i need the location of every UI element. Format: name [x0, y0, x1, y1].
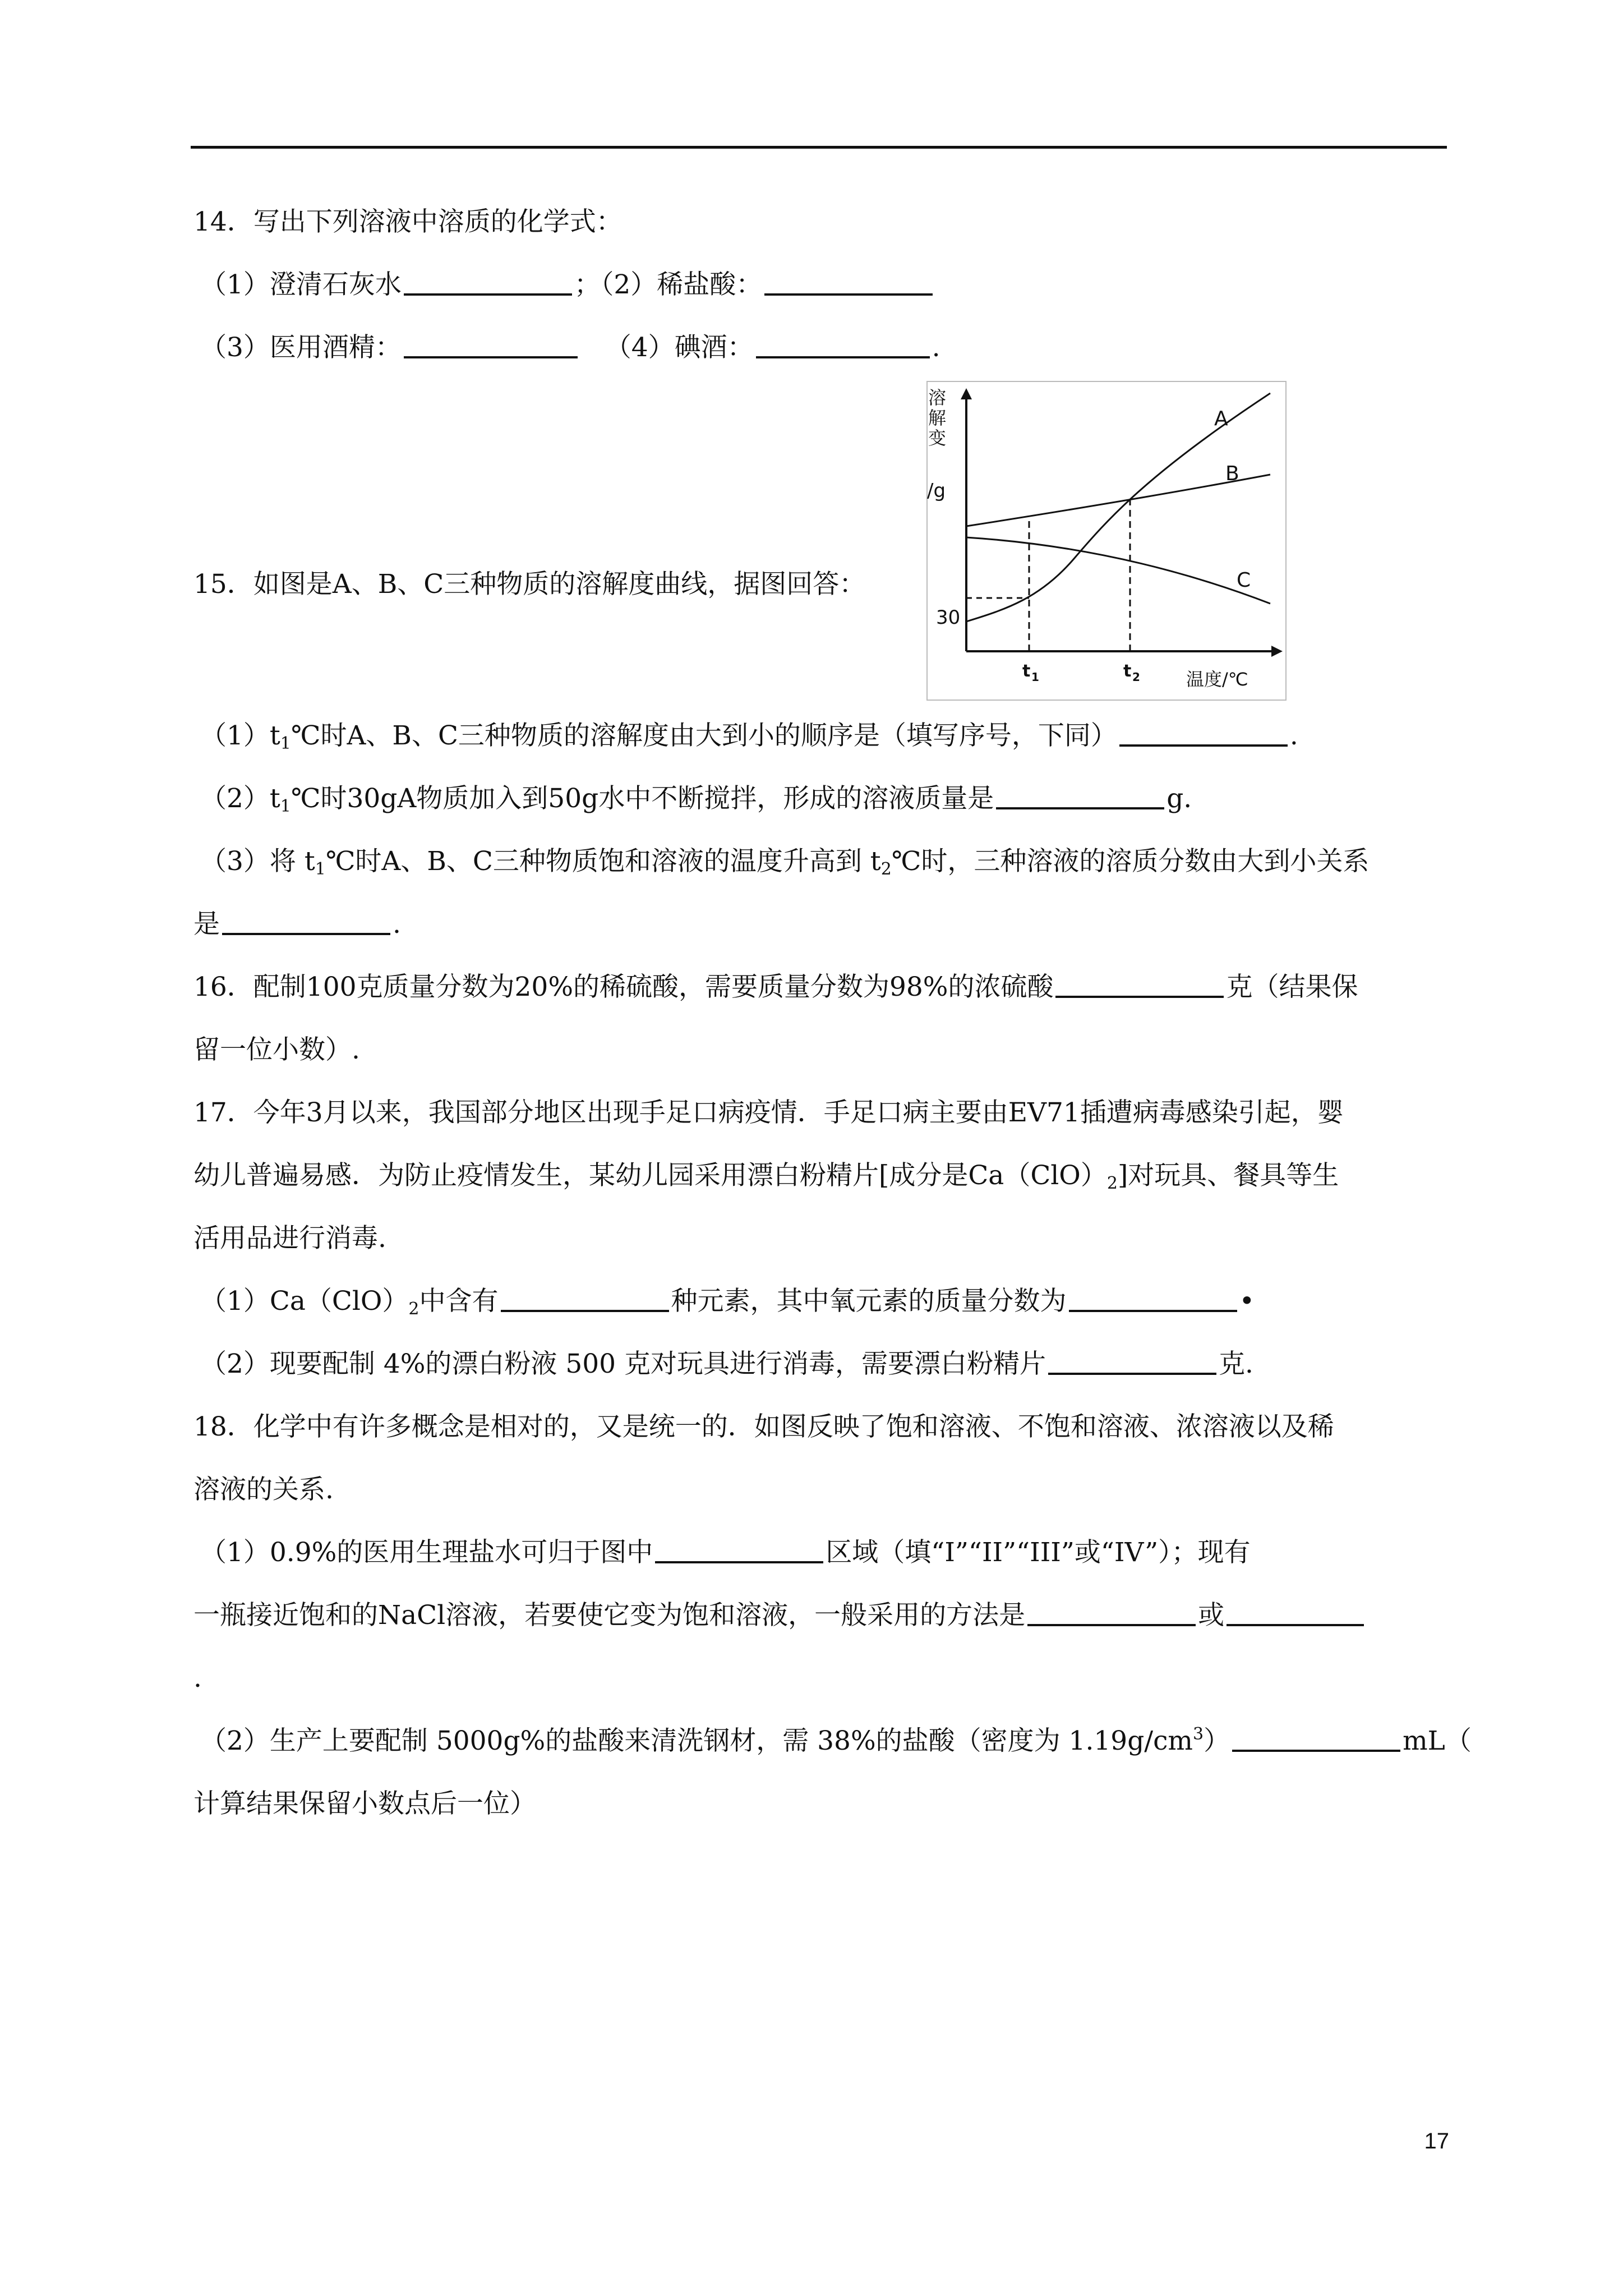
- q15-sub-2: [193, 767, 1450, 830]
- q15-sub-3: [193, 830, 1450, 893]
- period: .: [393, 909, 401, 940]
- series-B-label: B: [1225, 462, 1239, 485]
- page-number: 17: [1424, 2129, 1449, 2154]
- series-C-label: C: [1237, 569, 1251, 592]
- q16-text: 克（结果保: [1226, 972, 1358, 1002]
- series-A-label: A: [1214, 407, 1228, 430]
- q18-text: 或: [1198, 1600, 1225, 1631]
- subscript: 1: [280, 734, 291, 753]
- q14-part-1: （1）澄清石灰水: [200, 269, 402, 300]
- answer-blank[interactable]: [1069, 1280, 1237, 1312]
- q18-line-2: 溶液的关系.: [193, 1474, 334, 1505]
- y-axis-label-char: 解: [928, 407, 947, 429]
- answer-blank[interactable]: [1227, 1594, 1364, 1626]
- q18-text: 区域（填“I”“II”“III”或“IV”）；现有: [826, 1537, 1251, 1568]
- q15-text: 是: [193, 909, 220, 940]
- q18-line-1: 18．化学中有许多概念是相对的，又是统一的．如图反映了饱和溶液、不饱和溶液、浓溶液以及稀: [193, 1411, 1334, 1442]
- series-C-line: [966, 537, 1270, 604]
- answer-blank[interactable]: [756, 326, 930, 358]
- q15-text: ℃时A、B、C三种物质的溶解度由大到小的顺序是（填写序号，下同）: [291, 720, 1117, 751]
- x-tick-sub-t2: 2: [1132, 670, 1140, 684]
- subscript: 2: [1106, 1174, 1118, 1193]
- q18-text: （1）0.9%的医用生理盐水可归于图中: [200, 1537, 653, 1568]
- q17-text: ]对玩具、餐具等生: [1117, 1160, 1339, 1191]
- answer-blank[interactable]: [1027, 1594, 1196, 1626]
- y-axis-label-char: 变: [928, 427, 947, 449]
- superscript: 3: [1193, 1724, 1204, 1744]
- question-page: [193, 191, 1472, 1835]
- q18-text: ）: [1204, 1726, 1230, 1756]
- q17-text: 中含有: [419, 1286, 499, 1317]
- subscript: 2: [408, 1299, 419, 1319]
- answer-blank[interactable]: [222, 903, 390, 935]
- q15-sub-1: [193, 705, 1450, 767]
- q18-text: mL（: [1403, 1726, 1472, 1756]
- q18-sub-2: [193, 1710, 1472, 1773]
- bullet-mark: •: [1239, 1286, 1255, 1317]
- q14-line-1: [193, 254, 1450, 316]
- q15-text: ℃时A、B、C三种物质饱和溶液的温度升高到 t: [325, 846, 881, 877]
- q15-text: （2）t: [200, 783, 280, 814]
- q14-part-3: （3）医用酒精：: [200, 332, 402, 363]
- answer-blank[interactable]: [404, 263, 572, 296]
- q17-text: （1）Ca（ClO）: [200, 1286, 409, 1317]
- q17-text: 种元素，其中氧元素的质量分数为: [671, 1286, 1067, 1317]
- subscript: 2: [880, 859, 892, 879]
- q14-part-4: （4）碘酒：: [605, 332, 754, 363]
- x-tick-label-t2: t: [1123, 661, 1132, 681]
- q16-line-2: 留一位小数）.: [193, 1034, 360, 1065]
- q17-text: 克.: [1219, 1349, 1253, 1379]
- q15-text: （3）将 t: [200, 846, 315, 877]
- subscript: 1: [315, 859, 326, 879]
- q18-sub-2-cont: 计算结果保留小数点后一位）: [193, 1788, 536, 1819]
- q17-text: 幼儿普遍易感．为防止疫情发生，某幼儿园采用漂白粉精片[成分是Ca（ClO）: [193, 1160, 1107, 1191]
- x-tick-sub-t1: 1: [1031, 670, 1039, 684]
- period: .: [1289, 720, 1298, 751]
- q16-line-1: [193, 956, 1450, 1019]
- solubility-chart-svg: [911, 379, 1304, 705]
- q15-title: 15．如图是A、B、C三种物质的溶解度曲线，据图回答：: [193, 569, 866, 600]
- q17-sub-1: [193, 1270, 1450, 1333]
- y-tick-label-30: 30: [936, 606, 961, 629]
- answer-blank[interactable]: [764, 263, 933, 296]
- header-rule: [191, 146, 1447, 149]
- answer-blank[interactable]: [1055, 965, 1224, 998]
- y-axis-label-char: 溶: [928, 387, 947, 408]
- answer-blank[interactable]: [404, 326, 578, 358]
- q15-block: [193, 379, 1450, 705]
- answer-blank[interactable]: [655, 1531, 823, 1563]
- q17-line-3: 活用品进行消毒.: [193, 1223, 386, 1254]
- period: .: [932, 332, 940, 363]
- q14-part-2: ；（2）稀盐酸：: [574, 269, 763, 300]
- answer-blank[interactable]: [1119, 714, 1288, 747]
- answer-blank[interactable]: [1048, 1342, 1216, 1375]
- q18-text: 一瓶接近饱和的NaCl溶液，若要使它变为饱和溶液，一般采用的方法是: [193, 1600, 1026, 1631]
- q17-line-1: 17．今年3月以来，我国部分地区出现手足口病疫情．手足口病主要由EV71插遭病毒感染引起，婴: [193, 1097, 1344, 1128]
- q18-sub-1-end: .: [193, 1663, 202, 1694]
- q14-title: 14．写出下列溶液中溶质的化学式：: [193, 206, 623, 237]
- q18-sub-1: [193, 1521, 1450, 1584]
- answer-blank[interactable]: [1232, 1719, 1400, 1752]
- q15-text: ℃时30gA物质加入到50g水中不断搅拌，形成的溶液质量是: [291, 783, 994, 814]
- q14-line-2: [193, 316, 1450, 379]
- y-axis-arrow: [961, 388, 972, 399]
- q16-text: 16．配制100克质量分数为20%的稀硫酸，需要质量分数为98%的浓硫酸: [193, 972, 1054, 1002]
- q15-text: ℃时，三种溶液的溶质分数由大到小关系: [891, 846, 1370, 877]
- x-axis-arrow: [1271, 646, 1283, 657]
- q15-text: （1）t: [200, 720, 280, 751]
- subscript: 1: [280, 797, 291, 816]
- answer-blank[interactable]: [501, 1280, 669, 1312]
- q15-sub-3-cont: [193, 893, 1450, 956]
- q15-text: g.: [1166, 783, 1192, 814]
- answer-blank[interactable]: [996, 777, 1164, 809]
- x-axis-label: 温度/℃: [1186, 669, 1248, 690]
- q18-sub-1-cont: [193, 1584, 1450, 1647]
- solubility-chart: [911, 379, 1304, 705]
- y-axis-unit: /g: [927, 480, 946, 502]
- x-tick-label-t1: t: [1022, 661, 1031, 681]
- q18-text: （2）生产上要配制 5000g%的盐酸来清洗钢材，需 38%的盐酸（密度为 1.19g/cm: [200, 1726, 1193, 1756]
- q17-sub-2: [193, 1333, 1450, 1396]
- q17-line-2: [193, 1144, 1450, 1207]
- series-B-line: [966, 475, 1270, 526]
- q17-text: （2）现要配制 4%的漂白粉液 500 克对玩具进行消毒，需要漂白粉精片: [200, 1349, 1046, 1379]
